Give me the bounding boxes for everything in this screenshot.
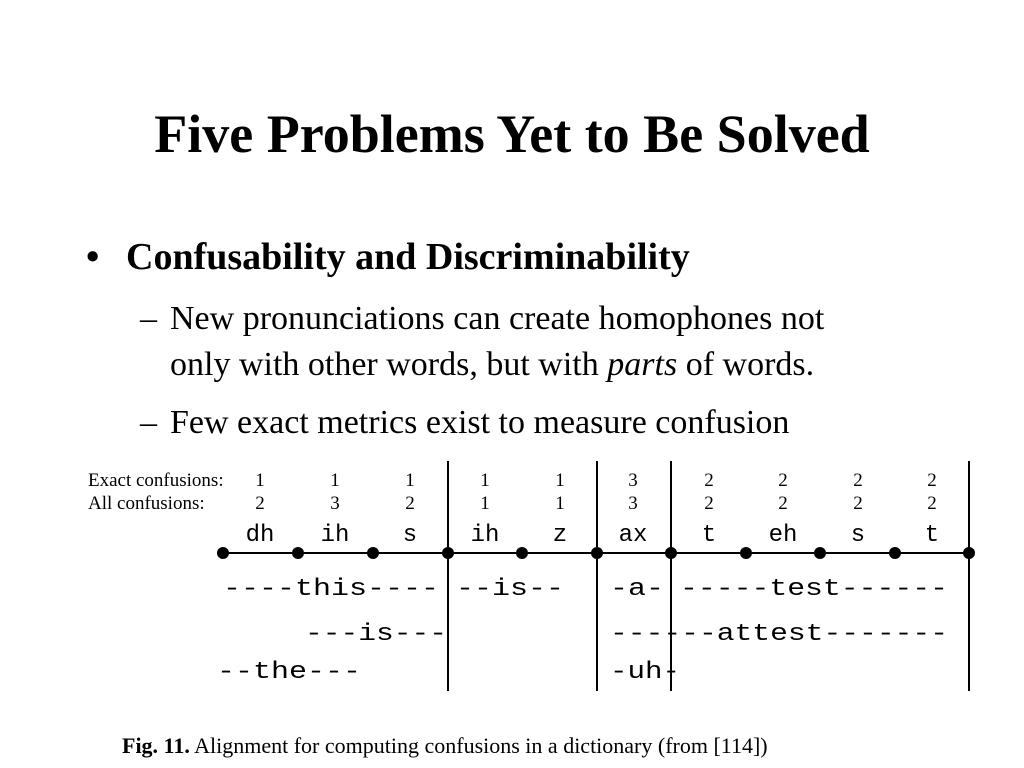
exact-count: 1	[255, 470, 265, 491]
subpoint-line1: New pronunciations can create homophones not	[170, 300, 825, 337]
all-count: 2	[853, 493, 863, 514]
all-count: 2	[704, 493, 714, 514]
alignment-figure	[0, 455, 1024, 700]
word-alignment: --the---	[217, 659, 361, 686]
subpoint-dash: –	[140, 404, 157, 441]
bullet-heading: Confusability and Discriminability	[126, 236, 690, 278]
all-count: 1	[555, 493, 565, 514]
word-alignment: ------attest-------	[610, 621, 948, 648]
boundary-dot	[516, 547, 528, 559]
phone-label: t	[701, 522, 717, 549]
phone-label: ih	[320, 522, 350, 549]
figure-caption-text: Alignment for computing confusions in a dictionary (from [114])	[189, 733, 768, 758]
figure-caption	[122, 732, 768, 760]
phone-label: eh	[768, 522, 798, 549]
exact-count: 1	[330, 470, 340, 491]
boundary-dot	[665, 547, 677, 559]
all-count: 3	[628, 493, 638, 514]
subpoint-homophones	[140, 296, 824, 388]
word-alignment: -a-	[610, 576, 664, 603]
exact-confusions-label: Exact confusions:	[88, 470, 224, 491]
all-count: 2	[405, 493, 415, 514]
boundary-dot	[367, 547, 379, 559]
subpoint-dash: –	[140, 300, 157, 337]
boundary-dot	[963, 547, 975, 559]
boundary-dot	[814, 547, 826, 559]
phone-label: s	[402, 522, 418, 549]
word-alignment: ----this----	[223, 576, 439, 603]
exact-count: 2	[853, 470, 863, 491]
phone-label: ax	[618, 522, 648, 549]
subpoint-line1: Few exact metrics exist to measure confusion	[170, 404, 790, 441]
boundary-dot	[740, 547, 752, 559]
word-alignment: ---is---	[305, 621, 447, 648]
phone-label: z	[552, 522, 568, 549]
all-count: 2	[255, 493, 265, 514]
all-count: 2	[927, 493, 937, 514]
boundary-dot	[217, 547, 229, 559]
exact-count: 2	[778, 470, 788, 491]
phone-label: t	[924, 522, 940, 549]
exact-count: 3	[628, 470, 638, 491]
exact-count: 2	[927, 470, 937, 491]
bullet-item	[86, 234, 690, 280]
boundary-dot	[889, 547, 901, 559]
exact-count: 2	[704, 470, 714, 491]
subpoint-line2-em: parts	[607, 346, 678, 383]
all-count: 3	[330, 493, 340, 514]
slide-title: Five Problems Yet to Be Solved	[154, 104, 870, 164]
phone-label: s	[850, 522, 866, 549]
word-alignment: -uh-	[610, 659, 680, 686]
figure-caption-label: Fig. 11.	[122, 733, 190, 758]
all-confusions-label: All confusions:	[88, 493, 205, 514]
phone-label: dh	[245, 522, 275, 549]
boundary-dot	[292, 547, 304, 559]
boundary-dot	[442, 547, 454, 559]
phone-label: ih	[470, 522, 500, 549]
subpoint-line2-post: of words.	[677, 346, 815, 383]
word-alignment: --is--	[456, 576, 564, 603]
all-count: 2	[778, 493, 788, 514]
subpoint-metrics	[140, 400, 789, 446]
exact-count: 1	[405, 470, 415, 491]
exact-count: 1	[555, 470, 565, 491]
boundary-dot	[591, 547, 603, 559]
word-alignment: -----test------	[680, 576, 948, 603]
all-count: 1	[480, 493, 490, 514]
bullet-marker: •	[86, 236, 100, 278]
subpoint-line2-pre: only with other words, but with	[170, 346, 608, 383]
subpoint-line2	[140, 342, 824, 388]
exact-count: 1	[480, 470, 490, 491]
